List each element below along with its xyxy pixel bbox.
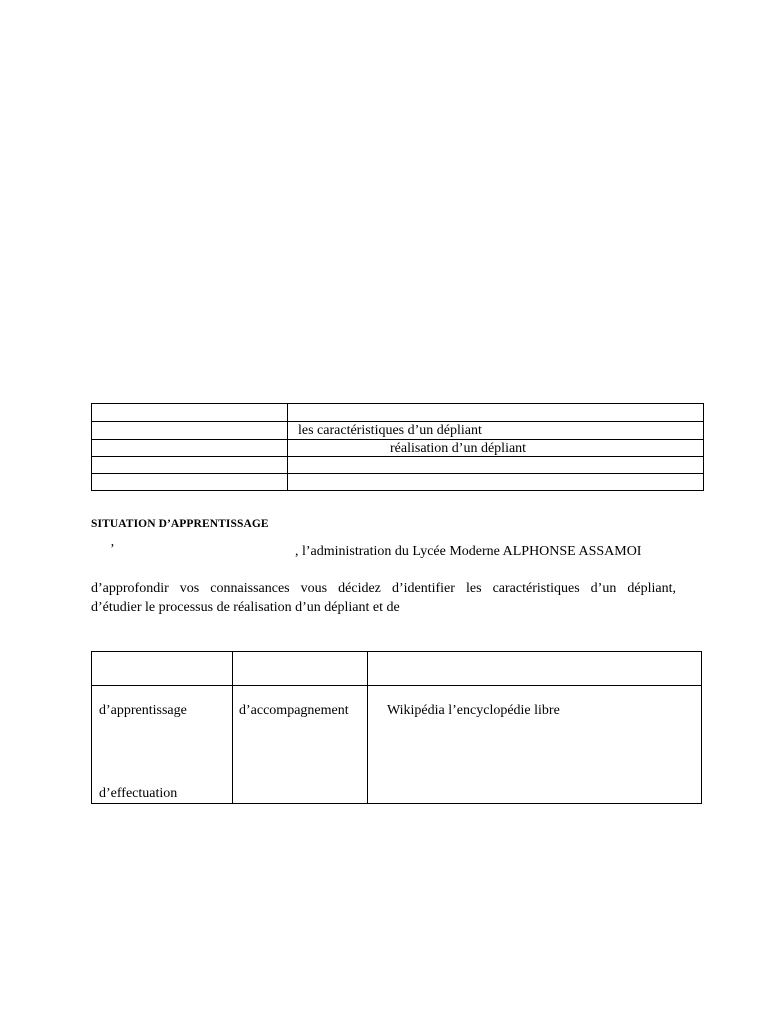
table-cell: [92, 457, 288, 474]
paragraph-line-1: d’approfondir vos connaissances vous décidez d’identifier les caractéristiques d’un dépliant,: [91, 581, 676, 596]
lesson-info-table: [91, 403, 704, 491]
table-cell: [368, 652, 702, 686]
table-cell: [92, 404, 288, 422]
table-cell: [92, 474, 288, 491]
table-cell: [368, 686, 702, 804]
method-label: d’apprentissage: [99, 703, 187, 718]
table-cell: [92, 686, 233, 804]
table-cell: [92, 652, 233, 686]
table-row: [92, 457, 704, 474]
table-header-row: [92, 652, 702, 686]
method-label-bottom: d’effectuation: [99, 786, 178, 801]
table-cell: [288, 474, 704, 491]
table-row: [92, 404, 704, 422]
source-label: Wikipédia l’encyclopédie libre: [387, 703, 560, 718]
table-cell: [288, 404, 704, 422]
table-cell: [92, 440, 288, 457]
table-row: [92, 440, 704, 457]
support-label: d’accompagnement: [239, 703, 349, 718]
table-row: [92, 474, 704, 491]
table-cell: les caractéristiques d’un dépliant: [288, 422, 704, 440]
table-cell: [288, 457, 704, 474]
situation-paragraph: [91, 579, 676, 617]
table-cell: réalisation d’un dépliant: [288, 440, 704, 457]
admin-line: , l’administration du Lycée Moderne ALPHONSE ASSAMOI: [295, 544, 642, 559]
resources-table: [91, 651, 702, 804]
table-cell: [233, 686, 368, 804]
paragraph-line-2: d’étudier le processus de réalisation d’un dépliant et de: [91, 600, 400, 615]
table-cell: [92, 422, 288, 440]
situation-title: SITUATION D’APPRENTISSAGE: [91, 518, 269, 530]
table-row: [92, 686, 702, 804]
table-cell: [233, 652, 368, 686]
table-row: [92, 422, 704, 440]
apostrophe-mark: ’: [110, 542, 115, 557]
